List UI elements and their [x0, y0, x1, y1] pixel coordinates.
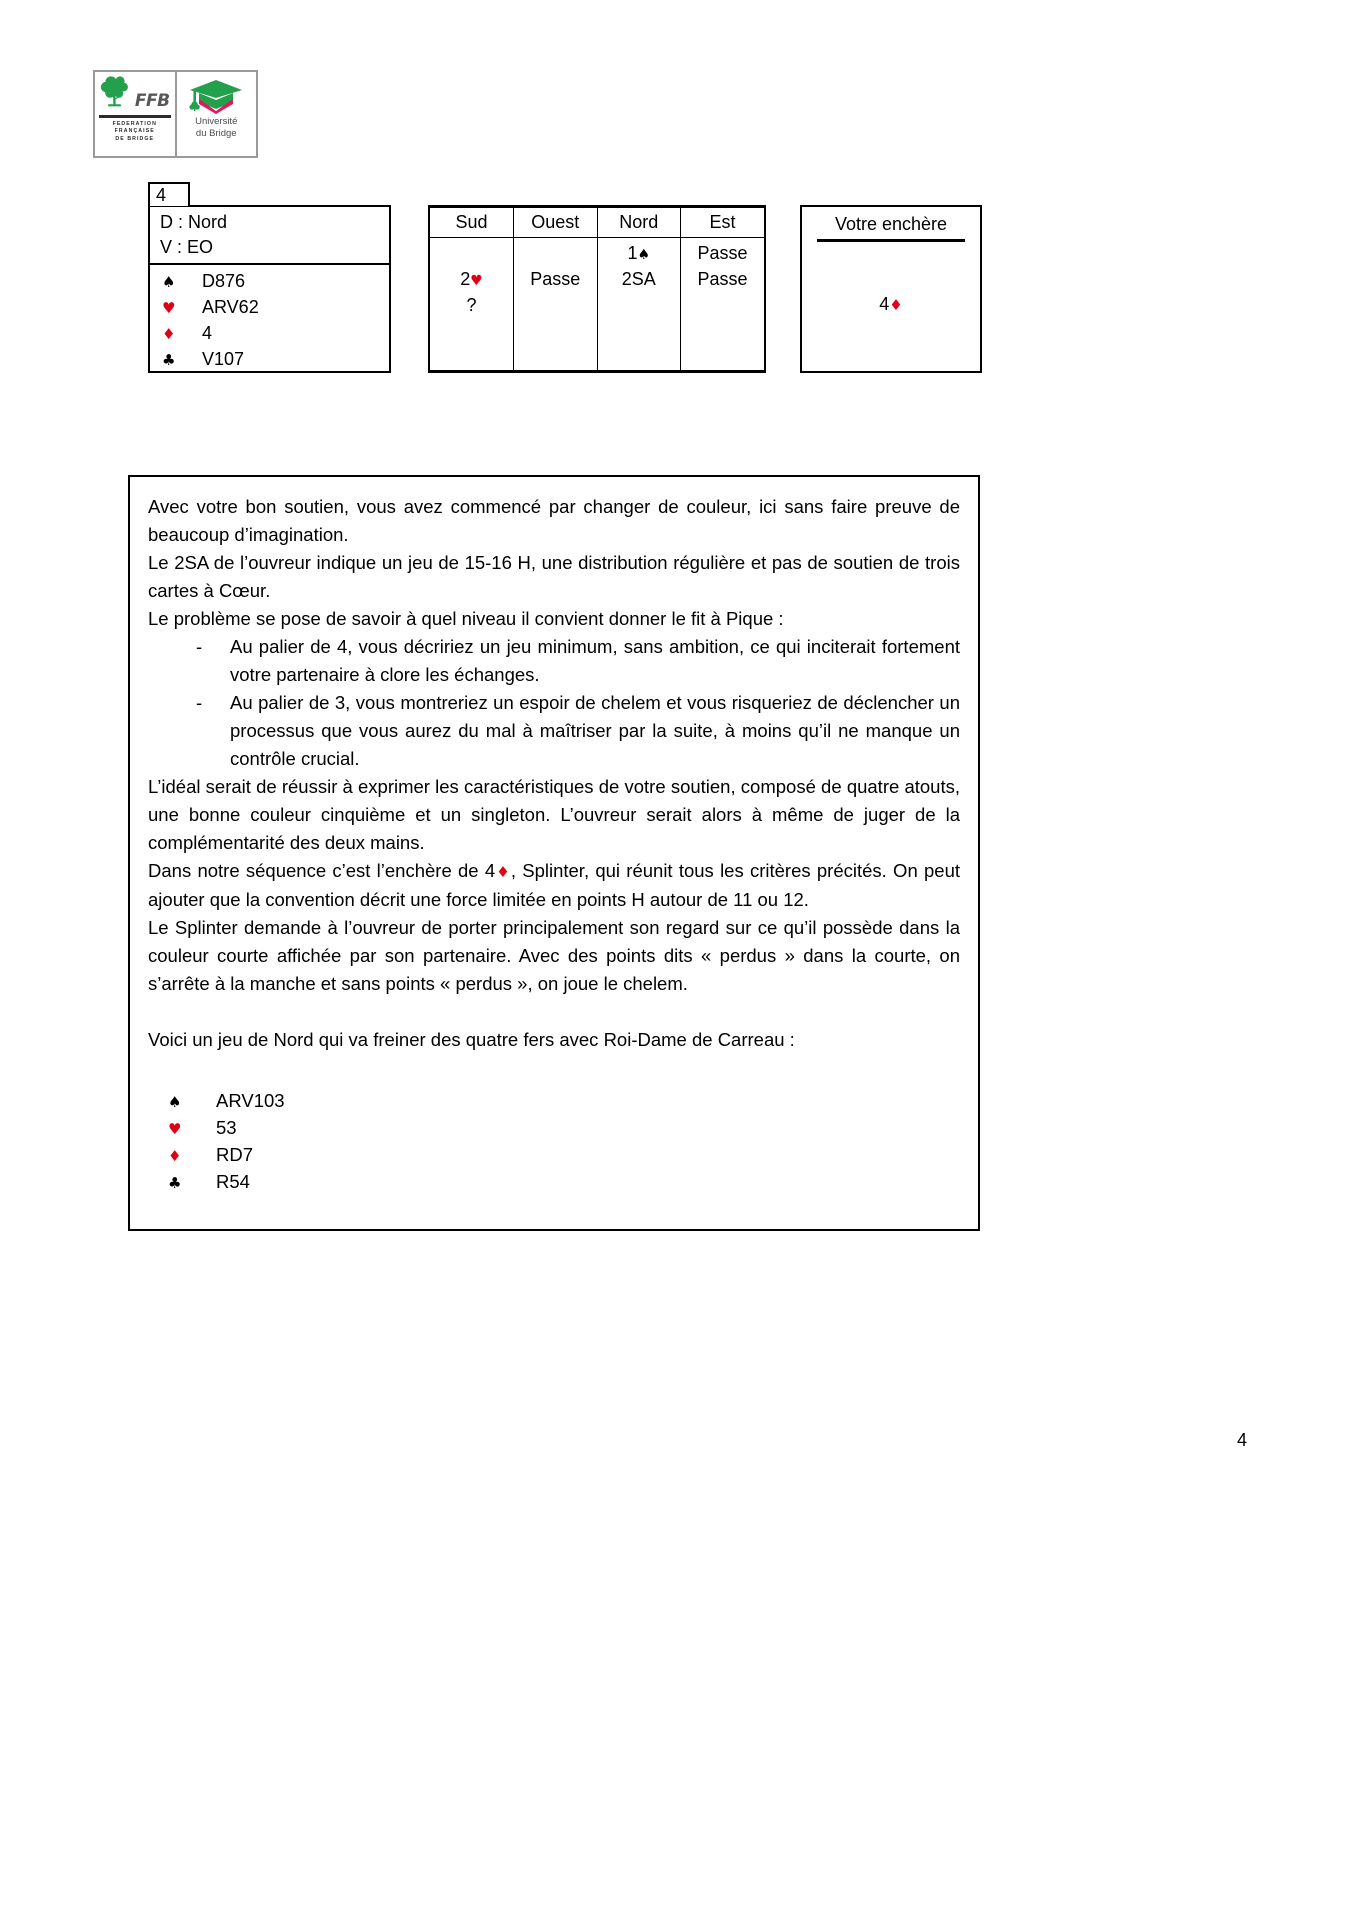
hand-cards-clubs: V107 [202, 349, 245, 369]
auction-bid-sud-3: ? [466, 295, 477, 315]
commentary-spacer [148, 998, 960, 1026]
hand-suit-row [168, 1169, 960, 1196]
ffb-subtitle-line-1: FEDERATION [112, 121, 157, 127]
auction-bid-nord-2: 2SA [621, 269, 656, 289]
splinter-text-part-2: , Splinter, qui réunit tous les critères précités. On peut ajouter que la convention décrit une force limitée en points H autour de 11 ou 12. [148, 860, 961, 910]
problem-number-tab: 4 [148, 182, 190, 206]
auction-bid-sud-2: 2♥ [460, 269, 483, 289]
ffb-logo [95, 72, 177, 156]
auction-header-row [430, 208, 764, 238]
commentary-paragraph-4: L’idéal serait de réussir à exprimer les caractéristiques de votre soutien, composé de quatre atouts, une bonne couleur cinquième et un singleton. L’ouvreur serait alors à même de juger de la complémentarité des deux mains. [148, 776, 960, 853]
commentary-paragraph-1: Avec votre bon soutien, vous avez commencé par changer de couleur, ici sans faire preuve de beaucoup d’imagination. [148, 496, 960, 545]
list-item [148, 689, 960, 773]
bullet-text: Au palier de 3, vous montreriez un espoir de chelem et vous risqueriez de déclencher un processus que vous aurez du mal à maîtriser par la suite, à moins qu’il ne manque un contrôle crucial. [230, 692, 960, 769]
auction-header-nord: Nord [597, 208, 681, 238]
hand-suit-row [162, 347, 389, 373]
north-hand-display [148, 1088, 960, 1196]
north-cards-clubs: R54 [216, 1171, 250, 1192]
north-cards-spades: ARV103 [216, 1090, 285, 1111]
graduation-cap-icon [187, 78, 245, 114]
commentary-paragraph-splinter [148, 857, 960, 914]
universite-title-line-1: Université [195, 116, 238, 127]
heart-icon: ♥ [470, 273, 483, 289]
diamond-icon: ♦ [162, 325, 176, 343]
hand-suit-row [168, 1088, 960, 1115]
hand-suit-row [162, 269, 389, 295]
commentary-paragraph-2: Le 2SA de l’ouvreur indique un jeu de 15-16 H, une distribution régulière et pas de soutien de trois cartes à Cœur. [148, 552, 960, 601]
hand-suit-row [168, 1115, 960, 1142]
auction-cell-ouest [514, 238, 598, 371]
club-icon: ♣ [162, 351, 176, 369]
south-hand-suits [150, 265, 389, 373]
commentary-box [128, 475, 980, 1231]
auction-bid-nord-1: 1♠ [627, 243, 651, 263]
diamond-icon: ♦ [889, 296, 903, 314]
bullet-dash: - [196, 692, 203, 713]
diamond-icon: ♦ [168, 1147, 182, 1165]
auction-bid-est-1: Passe [697, 243, 748, 263]
your-bid-answer [802, 294, 980, 315]
auction-bid-ouest-2: Passe [530, 269, 581, 289]
commentary-spacer-2 [148, 1054, 960, 1082]
heart-icon: ♥ [162, 299, 176, 317]
bullet-dash: - [196, 636, 203, 657]
hand-cards-diamonds: 4 [202, 323, 213, 343]
hand-cards-spades: D876 [202, 271, 246, 291]
ffb-subtitle [113, 121, 157, 143]
ffb-subtitle-line-3: DE BRIDGE [115, 135, 155, 142]
bullet-text: Au palier de 4, vous décririez un jeu minimum, sans ambition, ce qui inciterait fortement votre partenaire à clore les échanges. [230, 636, 960, 685]
heart-icon: ♥ [168, 1120, 182, 1138]
commentary-paragraph-3: Le problème se pose de savoir à quel niveau il convient donner le fit à Pique : [148, 608, 784, 629]
commentary-bullet-list [148, 633, 960, 773]
auction-cell-nord [597, 238, 681, 371]
auction-header-ouest: Ouest [514, 208, 598, 238]
ffb-mark [100, 78, 170, 112]
federation-logo-block [93, 70, 258, 158]
hand-cards-hearts: ARV62 [202, 297, 259, 317]
your-bid-title: Votre enchère [834, 214, 948, 234]
universite-title-line-2: du Bridge [195, 127, 237, 139]
auction-bid-sud-1 [430, 240, 513, 266]
hand-suit-row [168, 1142, 960, 1169]
spade-icon: ♠ [162, 273, 176, 291]
auction-header-est: Est [681, 208, 765, 238]
ffb-subtitle-line-2: FRANÇAISE [114, 128, 155, 135]
spade-icon: ♠ [637, 247, 651, 263]
auction-cell-sud [430, 238, 514, 371]
auction-table [428, 205, 766, 373]
universite-du-bridge-logo [177, 72, 257, 156]
your-bid-level: 4 [879, 294, 890, 314]
splinter-text-part-1: Dans notre séquence c’est l’enchère de 4 [148, 860, 496, 881]
tree-icon [100, 75, 134, 112]
list-item [148, 633, 960, 689]
hand-suit-row [162, 295, 389, 321]
dealer-label: D : Nord [160, 212, 228, 232]
deal-hand-box [148, 205, 391, 373]
your-bid-box [800, 205, 982, 373]
ffb-abbrev: FFB [134, 91, 170, 111]
auction-header-sud: Sud [430, 208, 514, 238]
auction-bid-ouest-1 [514, 240, 597, 266]
commentary-paragraph-5: Le Splinter demande à l’ouvreur de porter principalement son regard sur ce qu’il possède dans la couleur courte affichée par son partenaire. Avec des points dits « perdus » dans la courte, on s’arrête à la manche et sans points « perdus », on joue le chelem. [148, 917, 960, 994]
hand-suit-row [162, 321, 389, 347]
north-cards-hearts: 53 [216, 1117, 237, 1138]
universite-title [195, 116, 237, 139]
ffb-divider-rule [99, 115, 171, 118]
vulnerability-label: V : EO [160, 237, 214, 257]
north-hand-intro: Voici un jeu de Nord qui va freiner des quatre fers avec Roi-Dame de Carreau : [148, 1029, 795, 1050]
auction-cell-est [681, 238, 765, 371]
spade-icon: ♠ [168, 1093, 182, 1111]
north-cards-diamonds: RD7 [216, 1144, 254, 1165]
auction-bid-est-2: Passe [697, 269, 748, 289]
diamond-icon: ♦ [495, 863, 511, 881]
club-icon: ♣ [168, 1174, 182, 1192]
your-bid-underline [817, 239, 965, 242]
auction-body-row [430, 238, 764, 371]
deal-meta [150, 207, 389, 265]
page-number: 4 [1236, 1430, 1247, 1450]
